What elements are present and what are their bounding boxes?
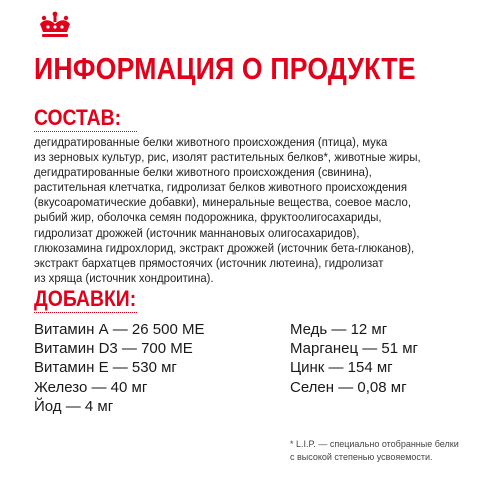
composition-line: растительная клетчатка, гидролизат белков животного происхождения [34,180,408,195]
composition-heading: СОСТАВ: [34,105,122,130]
composition-text [34,135,434,286]
footnote-line: * L.I.P. — специально отобранные белки [290,439,459,449]
additive-item: Витамин А — 26 500 МЕ [34,321,205,338]
composition-line: рыбий жир, оболочка семян подорожника, фруктоолигосахариды, [34,210,382,225]
divider [34,312,137,313]
composition-line: дегидратированные белки животного происхождения (птица), мука [34,135,388,149]
additive-item: Йод — 4 мг [34,397,114,415]
additives-list-left [34,320,204,416]
composition-line: гидролизат дрожжей (источник маннановых олигосахаридов), [34,225,360,240]
composition-line: из зерновых культур, рис, изолят растительных белков*, животные жиры, [34,150,421,165]
composition-line: (вкусоароматические добавки), минеральные вещества, соевое масло, [34,195,411,210]
composition-line: дегидратированные белки животного происхождения (свинина), [34,165,372,180]
additives-heading: ДОБАВКИ: [34,286,137,311]
composition-line: из хряща (источник хондроитина). [34,270,214,285]
footnote [290,438,470,464]
royal-crown-icon [34,10,76,42]
divider [34,131,137,132]
additive-item: Витамин D3 — 700 МЕ [34,340,193,358]
additive-item: Медь — 12 мг [290,321,388,338]
additives-list-right [290,320,418,397]
additive-item: Витамин Е — 530 мг [34,359,177,377]
additive-item: Селен — 0,08 мг [290,378,407,396]
additive-item: Цинк — 154 мг [290,359,393,377]
page-title: ИНФОРМАЦИЯ О ПРОДУКТЕ [34,51,416,86]
additive-item: Железо — 40 мг [34,378,148,396]
composition-line: глюкозамина гидрохлорид, экстракт дрожжей (источник бета-глюканов), [34,240,415,255]
composition-line: экстракт бархатцев прямостоячих (источник лютеина), гидролизат [34,255,384,270]
footnote-line: с высокой степенью усвояемости. [290,452,433,462]
additive-item: Марганец — 51 мг [290,340,419,358]
